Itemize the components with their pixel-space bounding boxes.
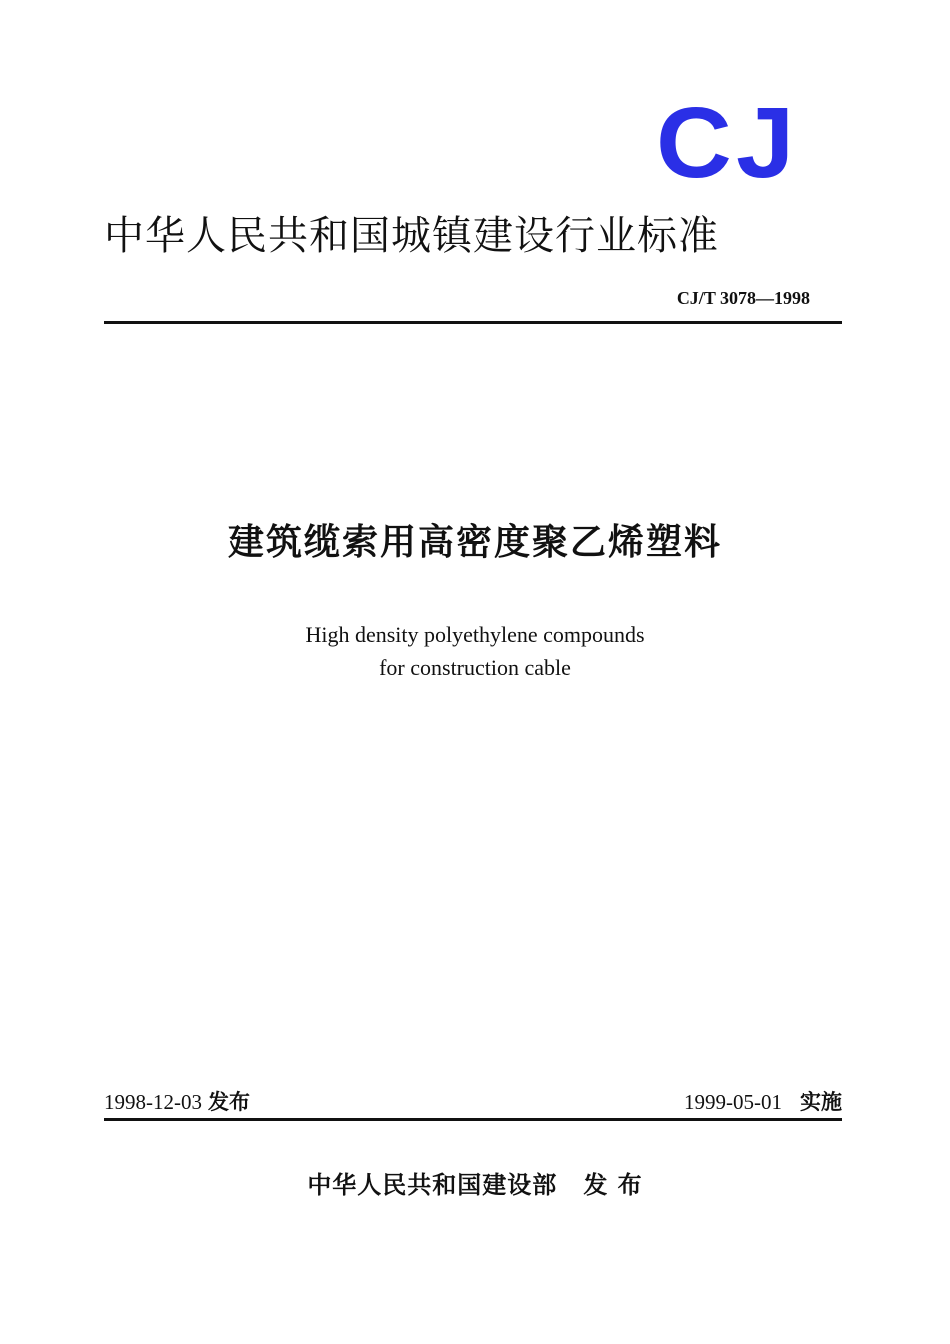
cj-logo: CJ: [656, 87, 799, 199]
implement-label: 实施: [800, 1090, 842, 1114]
top-divider: [104, 321, 842, 324]
publisher-label: 发 布: [583, 1171, 643, 1199]
issue-date-block: [104, 1088, 250, 1116]
document-title-cn: 建筑缆索用高密度聚乙烯塑料: [227, 522, 722, 563]
implement-date: 1999-05-01: [684, 1090, 782, 1114]
bottom-divider: [104, 1118, 842, 1121]
publisher-name: 中华人民共和国建设部: [307, 1171, 558, 1199]
issue-label: 发布: [208, 1090, 250, 1114]
title-en-line-2: for construction cable: [379, 655, 571, 680]
publisher-line: [0, 1168, 950, 1202]
standard-category: 中华人民共和国城镇建设行业标准: [104, 213, 719, 259]
document-title-en: [0, 618, 950, 684]
standard-code: CJ/T 3078—1998: [676, 288, 810, 308]
implement-date-block: [684, 1088, 842, 1116]
title-en-line-1: High density polyethylene compounds: [305, 622, 645, 647]
issue-date: 1998-12-03: [104, 1090, 202, 1114]
